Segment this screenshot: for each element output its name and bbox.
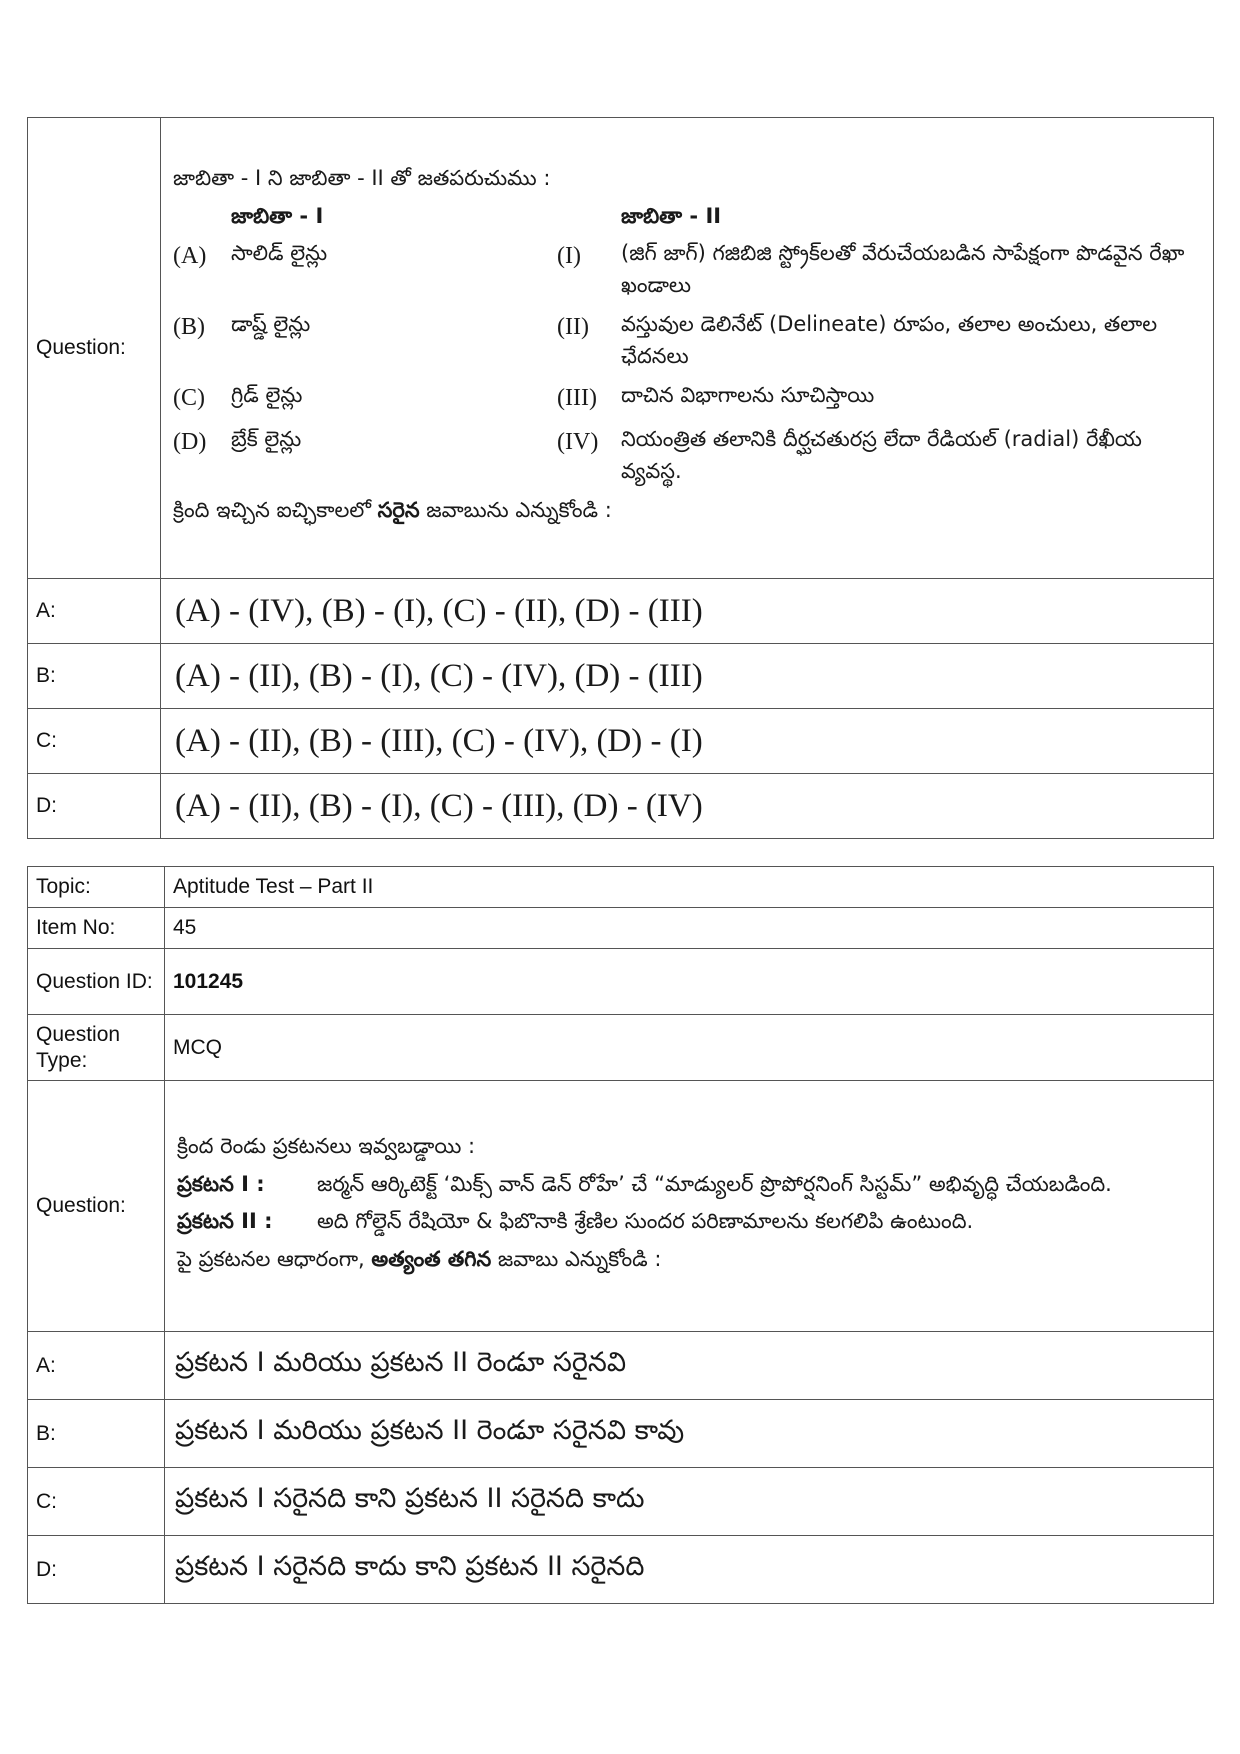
- option-text: ప్రకటన I మరియు ప్రకటన II రెండూ సరైనవి: [175, 1346, 627, 1378]
- q45-option-row: [28, 1400, 1214, 1468]
- match-pair: [173, 380, 1203, 416]
- pair-label-iii: (III): [557, 385, 597, 412]
- option-label: D:: [28, 1536, 165, 1604]
- option-label: A:: [28, 579, 161, 644]
- pair-label-iv: (IV): [557, 429, 599, 456]
- pair-item-b: డాష్డ్ లైన్లు: [231, 312, 311, 337]
- pair-label-d: (D): [173, 429, 207, 456]
- question-44-table: [27, 117, 1214, 839]
- pair-item-iii: దాచిన విభాగాలను సూచిస్తాయి: [621, 383, 875, 408]
- question-id-label: Question ID:: [28, 949, 165, 1015]
- statement-2-text: అది గోల్డెన్ రేషియో & ఫిబొనాకి శ్రేణిల సుందర పరిణామాలను కలగలిపి ఉంటుంది.: [317, 1209, 974, 1233]
- q44-question-row: [28, 118, 1214, 579]
- item-no-row: [28, 908, 1214, 949]
- question-type-row: [28, 1015, 1214, 1081]
- q44-option-row: [28, 709, 1214, 774]
- q44-instruction: [173, 495, 1203, 527]
- instruction-text: పై ప్రకటనల ఆధారంగా,: [177, 1246, 372, 1271]
- q45-option-row: [28, 1332, 1214, 1400]
- q44-option-row: [28, 644, 1214, 709]
- q45-option-row: [28, 1468, 1214, 1536]
- instruction-emphasis: సరైన: [377, 498, 420, 523]
- pair-item-ii: వస్తువుల డెలినేట్ (Delineate) రూపం, తలాల అంచులు, తలాల ఛేదనలు: [621, 312, 1158, 368]
- statement-1-text: జర్మన్ ఆర్కిటెక్ట్ ‘మిక్స్ వాన్ డెన్ రోహే’ చే “మాడ్యులర్ ప్రొపోర్షనింగ్ సిస్టమ్” అభివృద్ధి చేయబడింది.: [317, 1171, 1112, 1196]
- pair-item-c: గ్రిడ్ లైన్లు: [231, 383, 303, 408]
- pair-label-ii: (II): [557, 314, 589, 341]
- option-label: C:: [28, 709, 161, 774]
- pair-label-c: (C): [173, 385, 205, 412]
- match-pair: [173, 424, 1203, 487]
- statement-1-label: ప్రకటన I :: [177, 1171, 265, 1196]
- option-text: ప్రకటన I మరియు ప్రకటన II రెండూ సరైనవి కావు: [175, 1414, 685, 1446]
- item-no-label: Item No:: [28, 908, 165, 949]
- option-label: D:: [28, 774, 161, 839]
- pair-item-d: బ్రేక్ లైన్లు: [231, 427, 302, 452]
- topic-label: Topic:: [28, 867, 165, 908]
- question-type-value: MCQ: [165, 1015, 1214, 1081]
- question-type-label: Question Type:: [28, 1015, 165, 1081]
- q45-option-row: [28, 1536, 1214, 1604]
- option-text: (A) - (II), (B) - (III), (C) - (IV), (D) - (I): [175, 722, 703, 759]
- pair-label-i: (I): [557, 243, 581, 270]
- topic-row: [28, 867, 1214, 908]
- instruction-text: జవాబు ఎన్నుకోండి :: [491, 1246, 662, 1271]
- match-pair: [173, 309, 1203, 372]
- pair-label-a: (A): [173, 243, 207, 270]
- list1-header: జాబితా - I: [231, 203, 324, 228]
- pair-item-iv: నియంత్రిత తలానికి దీర్ఘచతురస్ర లేదా రేడియల్ (radial) రేఖీయ వ్యవస్థ.: [621, 427, 1142, 483]
- pair-item-i: (జిగ్ జాగ్) గజిబిజి స్ట్రోక్‌లతో వేరుచేయబడిన సాపేక్షంగా పొడవైన రేఖా ఖండాలు: [621, 241, 1185, 297]
- question-id-value: 101245: [165, 949, 1214, 1015]
- q44-question-body: [161, 153, 1213, 543]
- q45-instruction: [177, 1244, 1203, 1276]
- option-text: (A) - (II), (B) - (I), (C) - (IV), (D) - (III): [175, 657, 703, 694]
- pair-label-b: (B): [173, 314, 205, 341]
- question-id-row: [28, 949, 1214, 1015]
- statement-2: [177, 1206, 1203, 1238]
- match-pair: [173, 238, 1203, 301]
- option-label: C:: [28, 1468, 165, 1536]
- q44-option-row: [28, 774, 1214, 839]
- option-text: (A) - (II), (B) - (I), (C) - (III), (D) - (IV): [175, 787, 703, 824]
- q44-intro: జాబితా - I ని జాబితా - II తో జతపరుచుము :: [173, 166, 551, 191]
- option-text: ప్రకటన I సరైనది కాని ప్రకటన II సరైనది కాదు: [175, 1482, 645, 1514]
- q45-intro: క్రింద రెండు ప్రకటనలు ఇవ్వబడ్డాయి :: [177, 1134, 476, 1158]
- option-label: B:: [28, 1400, 165, 1468]
- q44-option-row: [28, 579, 1214, 644]
- pair-item-a: సాలిడ్ లైన్లు: [231, 241, 328, 266]
- list2-header: జాబితా - II: [621, 203, 722, 228]
- option-text: (A) - (IV), (B) - (I), (C) - (II), (D) - (III): [175, 592, 703, 629]
- topic-value: Aptitude Test – Part II: [165, 867, 1214, 908]
- q44-list-headers: [173, 201, 1203, 233]
- item-no-value: 45: [165, 908, 1214, 949]
- statement-1: [177, 1169, 1203, 1201]
- instruction-text: క్రింది ఇచ్చిన ఐచ్ఛికాలలో: [173, 498, 378, 523]
- question-45-table: [27, 866, 1214, 1604]
- option-text: ప్రకటన I సరైనది కాదు కాని ప్రకటన II సరైనది: [175, 1550, 645, 1582]
- option-label: B:: [28, 644, 161, 709]
- q45-question-body: [165, 1121, 1213, 1291]
- q45-question-row: [28, 1081, 1214, 1332]
- q44-question-label: Question:: [28, 118, 161, 579]
- instruction-text: జవాబును ఎన్నుకోండి :: [419, 498, 612, 523]
- q45-question-label: Question:: [28, 1081, 165, 1332]
- option-label: A:: [28, 1332, 165, 1400]
- instruction-emphasis: అత్యంత తగిన: [371, 1246, 492, 1271]
- statement-2-label: ప్రకటన II :: [177, 1209, 273, 1233]
